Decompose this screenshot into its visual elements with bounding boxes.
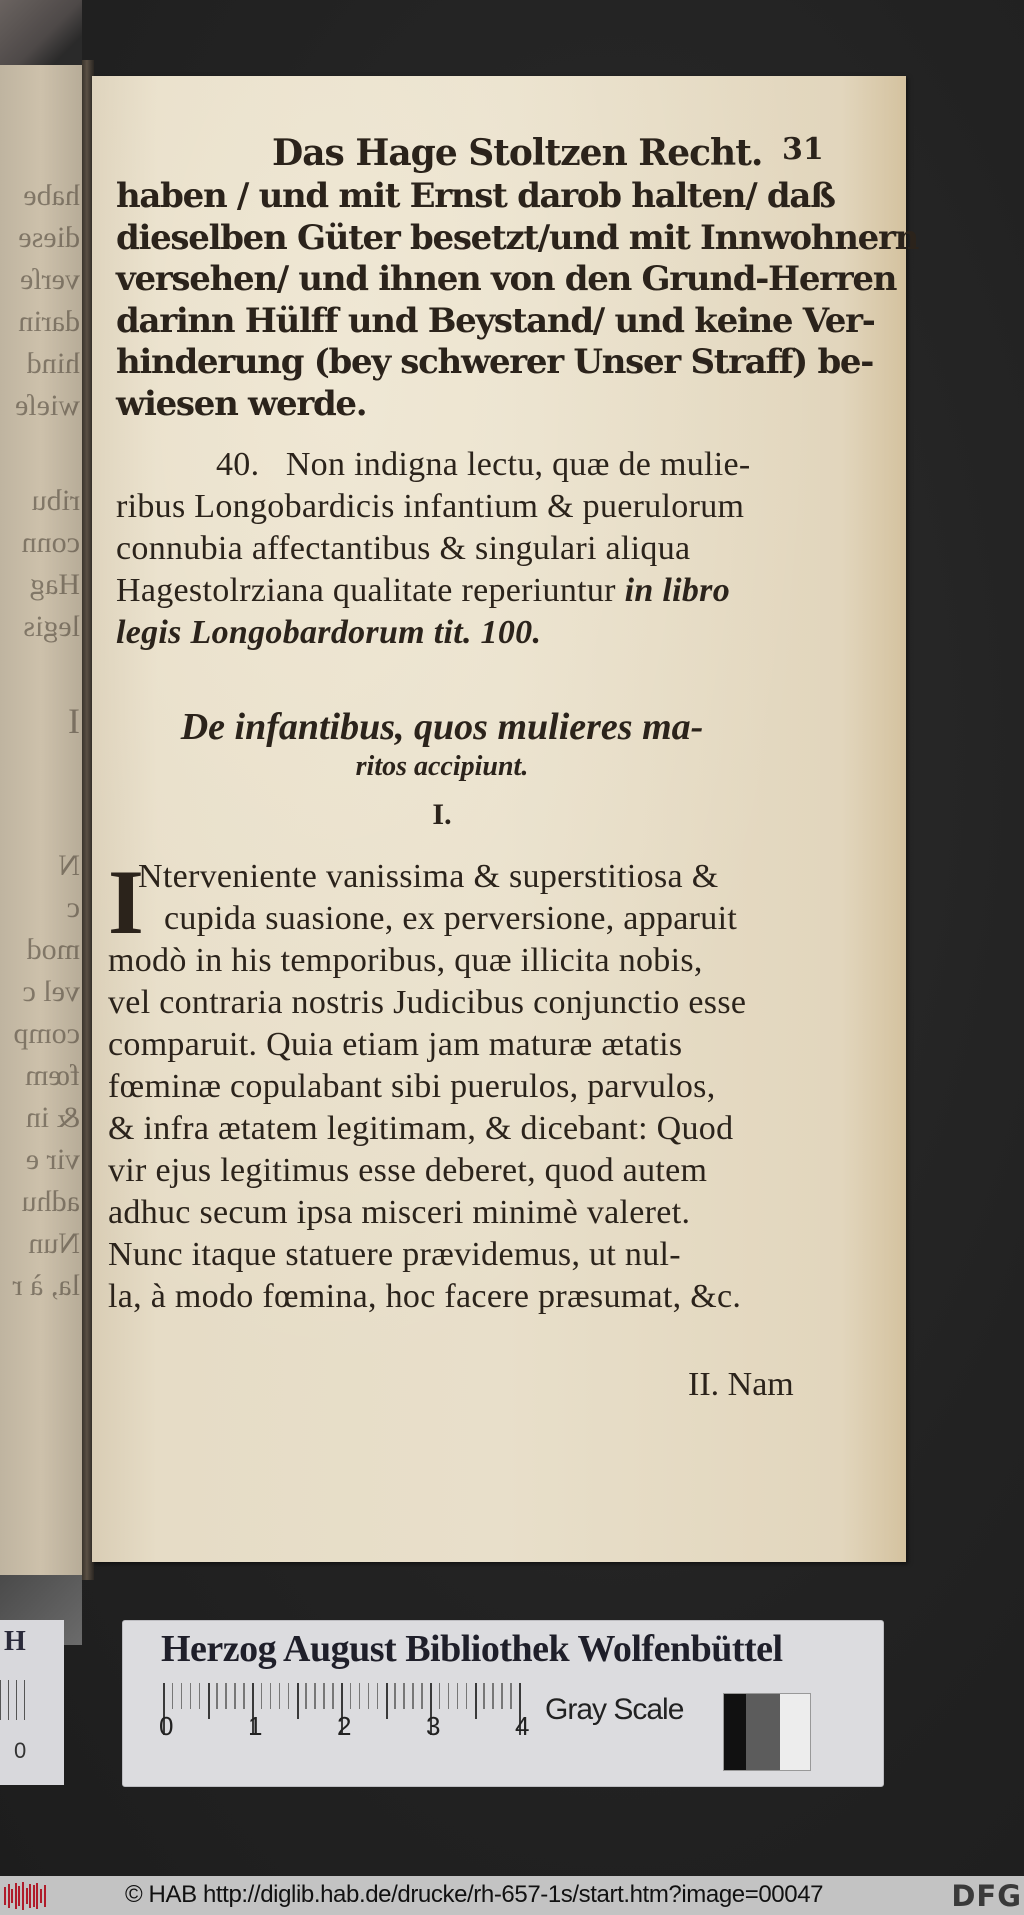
ruler-tick <box>181 1683 183 1709</box>
text-line: fœminæ copulabant sibi puerulos, parvulos, <box>108 1068 716 1105</box>
ruler-tick <box>483 1683 485 1709</box>
text-line: connubia affectantibus & singulari aliqua <box>116 530 691 567</box>
ruler-tick <box>403 1683 405 1709</box>
copyright-url[interactable]: © HAB http://diglib.hab.de/drucke/rh-657-1s/start.htm?image=00047 <box>125 1881 824 1908</box>
ruler-tick <box>439 1683 441 1709</box>
ruler-tick <box>350 1683 352 1709</box>
text-line: Nterveniente vanissima & superstitiosa & <box>138 858 719 895</box>
ruler-tick <box>332 1683 334 1709</box>
left-page-corner <box>0 0 82 65</box>
ruler-tick <box>386 1683 388 1719</box>
logo-bar <box>36 1883 38 1909</box>
ruler-tick <box>457 1683 459 1709</box>
ruler-tick <box>412 1683 414 1709</box>
ruler-tick <box>421 1683 423 1709</box>
text-line: adhuc secum ipsa misceri minimè valeret. <box>108 1194 691 1231</box>
fraktur-paragraph <box>116 176 919 425</box>
ruler-label-0: 0 <box>159 1711 174 1741</box>
gray-scale-label: Gray Scale <box>545 1693 684 1726</box>
ruler-ticks-fragment <box>0 1680 30 1720</box>
library-name: Herzog August Bibliothek Wolfenbüttel <box>161 1628 783 1670</box>
gray-scale-swatches <box>723 1693 811 1771</box>
logo-bar <box>33 1885 35 1907</box>
mirror-text-mid: ribu conn Hag legis <box>21 484 80 643</box>
text-line: 40. Non indigna lectu, quæ de mulie- <box>216 446 751 483</box>
text-line: vel contraria nostris Judicibus conjunctio esse <box>108 984 747 1021</box>
logo-bar <box>15 1883 17 1909</box>
ruler-tick <box>492 1683 494 1709</box>
ruler-tick <box>297 1683 299 1719</box>
ruler-tick <box>279 1683 281 1709</box>
left-color-chart-fragment: H 0 <box>0 1620 64 1785</box>
mirror-heading-fragment: I <box>68 701 80 741</box>
text-line: haben / und mit Ernst darob halten/ daß <box>116 176 835 216</box>
running-head: Das Hage Stoltzen Recht. <box>272 132 763 174</box>
ruler-tick <box>448 1683 450 1709</box>
text-line: & infra ætatem legitimam, & dicebant: Quod <box>108 1110 734 1147</box>
citation-italic: legis Longobardorum tit. 100. <box>116 614 542 651</box>
ruler-label-4: 4 <box>515 1711 530 1741</box>
text-line: ribus Longobardicis infantium & puerulorum <box>116 488 745 525</box>
paragraph-number: 40. <box>216 446 260 483</box>
logo-bar <box>18 1886 20 1906</box>
ruler-tick <box>475 1683 477 1719</box>
ruler-tick <box>208 1683 210 1719</box>
ruler-tick <box>288 1683 290 1709</box>
ruler-tick <box>314 1683 316 1709</box>
ruler-label-3: 3 <box>426 1711 441 1741</box>
book-page <box>92 76 919 1562</box>
text-line: darinn Hülff und Beystand/ und keine Ver- <box>116 300 875 341</box>
ruler-tick <box>305 1683 307 1709</box>
ruler-tick <box>323 1683 325 1709</box>
page-number: 31 <box>782 132 824 167</box>
logo-bar <box>29 1884 31 1908</box>
ruler-tick <box>510 1683 512 1709</box>
text-line: comparuit. Quia etiam jam maturæ ætatis <box>108 1026 683 1063</box>
ruler-tick <box>190 1683 192 1709</box>
citation-italic: in libro <box>624 572 730 609</box>
ruler-tick <box>394 1683 396 1709</box>
ruler-tick <box>216 1683 218 1709</box>
ruler-tick <box>501 1683 503 1709</box>
section-heading: De infantibus, quos mulieres ma- ritos accipiunt. <box>180 706 704 782</box>
swatch-white <box>780 1694 810 1770</box>
ruler-label-2: 2 <box>337 1711 352 1741</box>
catchword: II. Nam <box>688 1366 794 1403</box>
text-line: Hagestolrziana qualitate reperiuntur in libro <box>116 572 730 609</box>
ruler-tick <box>172 1683 174 1709</box>
hab-barcode-logo-icon <box>4 1882 48 1910</box>
left-page-bleedthrough <box>0 65 82 1575</box>
swatch-black <box>724 1694 746 1770</box>
text-line: Nunc itaque statuere prævidemus, ut nul- <box>108 1236 681 1273</box>
ruler-tick <box>377 1683 379 1709</box>
mirror-text-bottom: N c mod vel c comp fœm & in vir e adhu Nun la, à r <box>12 849 80 1302</box>
dfg-logo-icon: DFG <box>951 1879 1022 1913</box>
color-chart-label <box>122 1620 884 1787</box>
ruler-tick <box>359 1683 361 1709</box>
ruler-tick <box>466 1683 468 1709</box>
ruler-tick <box>270 1683 272 1709</box>
paragraph-40 <box>116 444 816 654</box>
logo-bar <box>8 1884 10 1908</box>
logo-bar <box>40 1889 42 1903</box>
text-line: versehen/ und ihnen von den Grund-Herren <box>116 259 897 299</box>
mirror-text-top: habe diese verſe darin hind wieſe <box>15 179 80 422</box>
swatch-gray <box>746 1694 780 1770</box>
text-line: hinderung (bey schwerer Unser Straff) be- <box>116 342 874 382</box>
ruler-tick <box>243 1683 245 1709</box>
text-line: vir ejus legitimus esse deberet, quod autem <box>108 1152 708 1189</box>
ruler-tick <box>261 1683 263 1709</box>
logo-bar <box>22 1882 24 1910</box>
ruler-tick <box>368 1683 370 1709</box>
ruler-label-1: 1 <box>248 1711 263 1741</box>
decree-paragraph <box>108 851 818 1318</box>
drop-cap-initial: I <box>108 851 145 953</box>
text-line: cupida suasione, ex perversione, apparuit <box>164 900 738 937</box>
ruler-tick <box>225 1683 227 1709</box>
ruler-tick <box>199 1683 201 1709</box>
logo-bar <box>11 1889 13 1903</box>
text-line: modò in his temporibus, quæ illicita nobis, <box>108 942 703 979</box>
section-number: I. <box>432 798 452 831</box>
text-line: wiesen werde. <box>116 383 367 424</box>
text-line: la, à modo fœmina, hoc facere præsumat, &c. <box>108 1278 742 1315</box>
ruler-tick <box>234 1683 236 1709</box>
logo-bar <box>44 1885 46 1907</box>
text-line: dieselben Güter besetzt/und mit Innwohnern <box>116 217 919 258</box>
logo-bar <box>4 1887 6 1905</box>
logo-bar <box>26 1888 28 1904</box>
footer-bar <box>0 1876 1024 1915</box>
